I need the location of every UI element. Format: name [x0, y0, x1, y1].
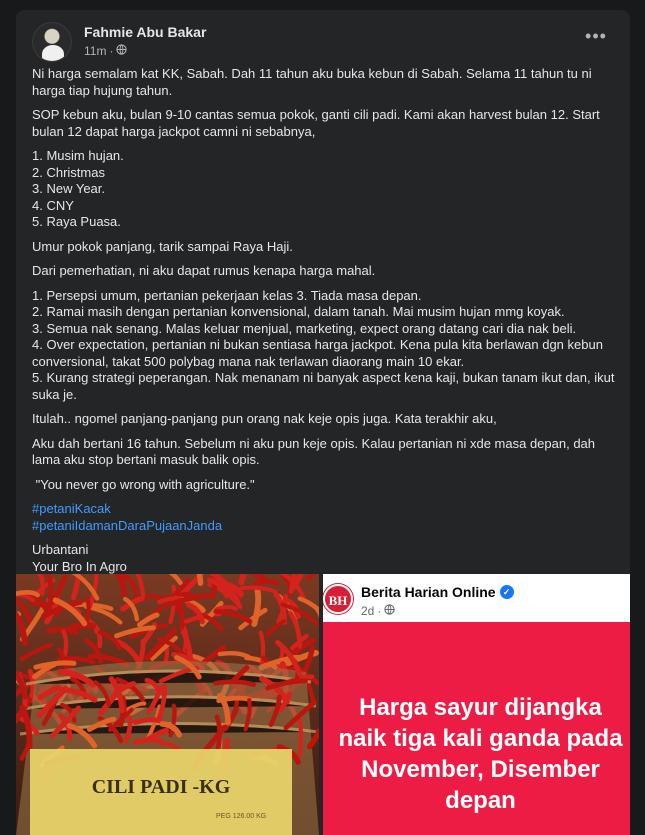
chili-shape [261, 633, 263, 669]
chili-shape [241, 574, 244, 582]
chili-shape [217, 717, 220, 749]
list-item: 3. New Year. [32, 181, 105, 196]
post-card [16, 10, 630, 835]
shared-post-header [323, 574, 630, 622]
post-header [32, 22, 614, 62]
signoff-line: Your Bro In Agro [32, 558, 127, 574]
post-signoff [32, 542, 616, 575]
bh-logo[interactable]: BH [323, 584, 353, 614]
list-item: 2. Ramai masih dengan pertanian konvensional, dalam tanah. Mai musim hujan mmg koyak. [32, 304, 565, 319]
post-meta [84, 44, 127, 58]
globe-icon [384, 604, 395, 618]
list-item: 1. Musim hujan. [32, 148, 124, 163]
shared-page-name[interactable]: Berita Harian Online [361, 584, 496, 600]
photo-subtext: PEG 126.00 KG [216, 813, 267, 820]
chili-photo[interactable] [16, 574, 319, 835]
signoff-line: Urbantani [32, 542, 89, 557]
shared-page-name-wrap [361, 584, 514, 600]
post-paragraph-6: Aku dah bertani 16 tahun. Sebelum ni aku pun keje opis. Kalau pertanian ni xde masa depan, dah lama aku stop bertani masuk balik opis. [32, 435, 596, 467]
meta-separator: · [109, 44, 114, 58]
shared-post[interactable] [323, 574, 630, 835]
post-paragraph-5: Itulah.. ngomel panjang-panjang pun orang nak keje opis juga. Kata terakhir aku, [32, 411, 497, 426]
chili-shape [16, 592, 37, 595]
causes-list [32, 288, 616, 404]
chili-shape [71, 625, 93, 628]
post-media [16, 574, 630, 835]
post-body [32, 66, 616, 575]
hashtags [32, 501, 616, 534]
post-timestamp[interactable]: 11m [84, 44, 107, 58]
list-item: 2. Christmas [32, 164, 105, 180]
post-paragraph-4: Dari pemerhatian, ni aku dapat rumus kenapa harga mahal. [32, 263, 376, 278]
post-quote: "You never go wrong with agriculture." [32, 476, 255, 492]
list-item: 4. CNY [32, 197, 74, 213]
hashtag-link[interactable]: #petaniKacak [32, 501, 111, 516]
post-paragraph-1: Ni harga semalam kat KK, Sabah. Dah 11 tahun aku buka kebun di Sabah. Selama 11 tahun tu ni harga tiap hujung tahun. [32, 66, 592, 98]
list-item: 5. Kurang strategi peperangan. Nak menanam ni banyak aspect kena kaji, bukan tanam ikut dan, ikut suka je. [32, 370, 615, 402]
verified-badge-icon: ✓ [500, 585, 514, 599]
list-item: 1. Persepsi umum, pertanian pekerjaan kelas 3. Tiada masa depan. [32, 287, 422, 303]
chili-shape [217, 607, 236, 609]
globe-icon [116, 44, 127, 58]
post-paragraph-2: SOP kebun aku, bulan 9-10 cantas semua pokok, ganti cili padi. Kami akan harvest bulan 12. Start bulan 12 dapat harga jackpot camni ni sebabnya, [32, 107, 600, 139]
photo-label: CILI PADI -KG [91, 776, 231, 798]
reasons-list [32, 148, 616, 231]
shared-timestamp[interactable]: 2d [361, 604, 375, 618]
list-item: 3. Semua nak senang. Malas keluar menjual, marketing, expect orang datang cari dia nak beli. [32, 320, 577, 336]
more-horizontal-icon[interactable]: ••• [585, 26, 607, 46]
list-item: 4. Over expectation, pertanian ni bukan sentiasa harga jackpot. Kena pula kita berlawan dgn kebun conversional, takat 500 polybag mana nak terlawan diaorang main 10 ekar. [32, 337, 603, 369]
shared-post-meta [361, 604, 395, 618]
chili-shape [135, 720, 160, 723]
meta-separator: · [377, 604, 382, 618]
chili-shape [256, 581, 278, 583]
list-item: 5. Raya Puasa. [32, 214, 121, 229]
shared-headline: Harga sayur dijangka naik tiga kali ganda pada November, Disember depan [338, 694, 623, 814]
author-name[interactable]: Fahmie Abu Bakar [84, 24, 207, 40]
author-avatar[interactable] [32, 22, 72, 62]
hashtag-link[interactable]: #petaniIdamanDaraPujaanJanda [32, 517, 223, 533]
post-paragraph-3: Umur pokok panjang, tarik sampai Raya Haji. [32, 238, 293, 254]
